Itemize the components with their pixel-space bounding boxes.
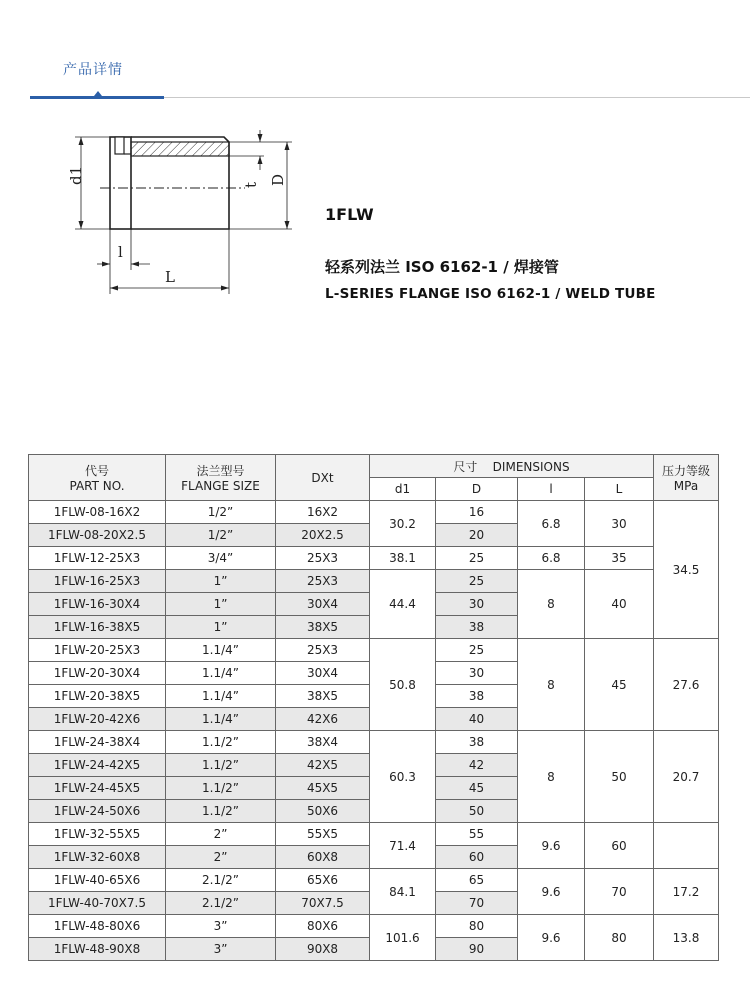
cell-dxt: 50X6 <box>276 800 370 823</box>
product-code: 1FLW <box>325 205 374 224</box>
cell-dxt: 65X6 <box>276 869 370 892</box>
cell-l: 9.6 <box>518 915 585 961</box>
cell-flange-size: 1.1/2” <box>166 777 276 800</box>
table-row <box>29 501 719 524</box>
cell-part-no: 1FLW-16-30X4 <box>29 593 166 616</box>
header-part-no: 代号 PART NO. <box>29 455 166 501</box>
tab-product-details[interactable]: 产品详情 <box>63 62 123 78</box>
cell-D: 55 <box>436 823 518 846</box>
cell-d1: 44.4 <box>370 570 436 639</box>
cell-dxt: 42X6 <box>276 708 370 731</box>
cell-flange-size: 3” <box>166 938 276 961</box>
cell-d1: 38.1 <box>370 547 436 570</box>
cell-part-no: 1FLW-40-70X7.5 <box>29 892 166 915</box>
cell-D: 38 <box>436 616 518 639</box>
cell-L: 60 <box>585 823 654 869</box>
cell-L: 80 <box>585 915 654 961</box>
cell-part-no: 1FLW-20-30X4 <box>29 662 166 685</box>
cell-dxt: 38X4 <box>276 731 370 754</box>
table-row <box>29 869 719 892</box>
cell-part-no: 1FLW-24-45X5 <box>29 777 166 800</box>
table-row <box>29 915 719 938</box>
cell-part-no: 1FLW-24-38X4 <box>29 731 166 754</box>
table-row <box>29 639 719 662</box>
cell-d1: 30.2 <box>370 501 436 547</box>
cell-flange-size: 2.1/2” <box>166 892 276 915</box>
cell-flange-size: 1.1/4” <box>166 662 276 685</box>
cell-flange-size: 1.1/2” <box>166 754 276 777</box>
cell-part-no: 1FLW-24-42X5 <box>29 754 166 777</box>
cell-part-no: 1FLW-16-25X3 <box>29 570 166 593</box>
cell-part-no: 1FLW-40-65X6 <box>29 869 166 892</box>
cell-l: 9.6 <box>518 869 585 915</box>
cell-flange-size: 1.1/2” <box>166 800 276 823</box>
cell-D: 65 <box>436 869 518 892</box>
header-dimensions: 尺寸 DIMENSIONS <box>370 455 654 478</box>
d1-label: d1 <box>67 165 85 185</box>
cell-part-no: 1FLW-48-90X8 <box>29 938 166 961</box>
cell-dxt: 25X3 <box>276 639 370 662</box>
cell-d1: 84.1 <box>370 869 436 915</box>
L-label: L <box>165 268 175 286</box>
cell-flange-size: 2” <box>166 823 276 846</box>
cell-D: 45 <box>436 777 518 800</box>
cell-part-no: 1FLW-32-55X5 <box>29 823 166 846</box>
cell-dxt: 20X2.5 <box>276 524 370 547</box>
D-label: D <box>269 173 287 186</box>
cell-dxt: 80X6 <box>276 915 370 938</box>
cell-D: 30 <box>436 662 518 685</box>
cell-dxt: 70X7.5 <box>276 892 370 915</box>
cell-part-no: 1FLW-20-38X5 <box>29 685 166 708</box>
header-dxt: DXt <box>276 455 370 501</box>
cell-D: 40 <box>436 708 518 731</box>
cell-D: 38 <box>436 685 518 708</box>
cell-L: 50 <box>585 731 654 823</box>
cell-pressure: 17.2 <box>654 869 719 915</box>
cell-pressure: 20.7 <box>654 731 719 823</box>
cell-part-no: 1FLW-16-38X5 <box>29 616 166 639</box>
cell-D: 90 <box>436 938 518 961</box>
l-label: l <box>118 243 123 261</box>
cell-d1: 50.8 <box>370 639 436 731</box>
cell-part-no: 1FLW-08-20X2.5 <box>29 524 166 547</box>
cell-flange-size: 1/2” <box>166 524 276 547</box>
cell-part-no: 1FLW-20-42X6 <box>29 708 166 731</box>
cell-flange-size: 2” <box>166 846 276 869</box>
header-flange-size: 法兰型号 FLANGE SIZE <box>166 455 276 501</box>
cell-D: 70 <box>436 892 518 915</box>
cell-dxt: 38X5 <box>276 685 370 708</box>
header-D: D <box>436 478 518 501</box>
cell-part-no: 1FLW-08-16X2 <box>29 501 166 524</box>
tube-wall-hatch <box>131 142 229 156</box>
cell-L: 40 <box>585 570 654 639</box>
cell-dxt: 60X8 <box>276 846 370 869</box>
cell-l: 6.8 <box>518 501 585 547</box>
cell-D: 38 <box>436 731 518 754</box>
cell-flange-size: 1.1/4” <box>166 639 276 662</box>
cell-D: 60 <box>436 846 518 869</box>
cell-D: 30 <box>436 593 518 616</box>
cell-l: 8 <box>518 731 585 823</box>
product-name-en: L-SERIES FLANGE ISO 6162-1 / WELD TUBE <box>325 286 656 302</box>
cell-dxt: 25X3 <box>276 570 370 593</box>
t-label: t <box>242 181 260 188</box>
cell-L: 35 <box>585 547 654 570</box>
cell-pressure: 13.8 <box>654 915 719 961</box>
cell-L: 70 <box>585 869 654 915</box>
cell-dxt: 16X2 <box>276 501 370 524</box>
cell-dxt: 38X5 <box>276 616 370 639</box>
cell-L: 45 <box>585 639 654 731</box>
cell-dxt: 45X5 <box>276 777 370 800</box>
header-d1: d1 <box>370 478 436 501</box>
cell-flange-size: 1.1/4” <box>166 708 276 731</box>
active-tab-caret <box>94 91 102 96</box>
cell-dxt: 30X4 <box>276 593 370 616</box>
cell-pressure <box>654 823 719 869</box>
cell-l: 8 <box>518 639 585 731</box>
cell-flange-size: 1/2” <box>166 501 276 524</box>
cell-flange-size: 1.1/4” <box>166 685 276 708</box>
cell-dxt: 55X5 <box>276 823 370 846</box>
cell-pressure: 27.6 <box>654 639 719 731</box>
table-row <box>29 823 719 846</box>
cell-pressure: 34.5 <box>654 501 719 639</box>
table-row <box>29 731 719 754</box>
cell-dxt: 30X4 <box>276 662 370 685</box>
product-name-cn: 轻系列法兰 ISO 6162-1 / 焊接管 <box>325 258 559 276</box>
cell-D: 80 <box>436 915 518 938</box>
cell-flange-size: 1.1/2” <box>166 731 276 754</box>
cell-D: 16 <box>436 501 518 524</box>
cell-part-no: 1FLW-48-80X6 <box>29 915 166 938</box>
technical-drawing <box>0 110 320 300</box>
cell-part-no: 1FLW-32-60X8 <box>29 846 166 869</box>
cell-l: 6.8 <box>518 547 585 570</box>
table-row <box>29 570 719 593</box>
table-row <box>29 547 719 570</box>
cell-l: 8 <box>518 570 585 639</box>
cell-d1: 101.6 <box>370 915 436 961</box>
spec-table <box>28 454 719 961</box>
cell-D: 25 <box>436 639 518 662</box>
cell-d1: 71.4 <box>370 823 436 869</box>
cell-flange-size: 1” <box>166 616 276 639</box>
cell-flange-size: 1” <box>166 570 276 593</box>
header-pressure: 压力等级 MPa <box>654 455 719 501</box>
header-l: l <box>518 478 585 501</box>
cell-part-no: 1FLW-24-50X6 <box>29 800 166 823</box>
active-tab-underline <box>30 96 164 99</box>
cell-d1: 60.3 <box>370 731 436 823</box>
header-L: L <box>585 478 654 501</box>
cell-flange-size: 3” <box>166 915 276 938</box>
cell-flange-size: 2.1/2” <box>166 869 276 892</box>
cell-part-no: 1FLW-20-25X3 <box>29 639 166 662</box>
cell-dxt: 90X8 <box>276 938 370 961</box>
cell-part-no: 1FLW-12-25X3 <box>29 547 166 570</box>
cell-dxt: 25X3 <box>276 547 370 570</box>
cell-flange-size: 3/4” <box>166 547 276 570</box>
cell-L: 30 <box>585 501 654 547</box>
cell-D: 50 <box>436 800 518 823</box>
cell-D: 25 <box>436 547 518 570</box>
cell-dxt: 42X5 <box>276 754 370 777</box>
cell-D: 20 <box>436 524 518 547</box>
cell-D: 42 <box>436 754 518 777</box>
cell-l: 9.6 <box>518 823 585 869</box>
cell-D: 25 <box>436 570 518 593</box>
cell-flange-size: 1” <box>166 593 276 616</box>
